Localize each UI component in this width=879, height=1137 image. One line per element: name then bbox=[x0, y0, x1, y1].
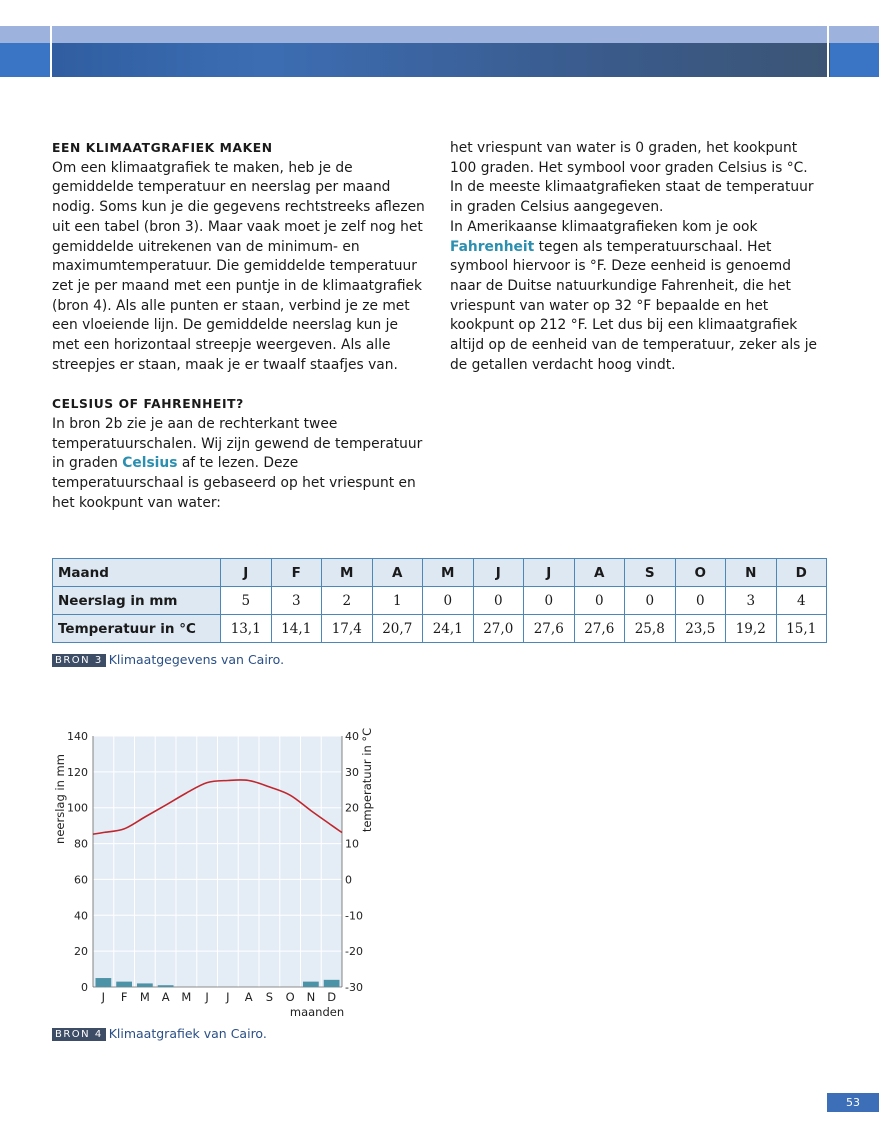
heading-celsius: CELSIUS OF FAHRENHEIT? bbox=[52, 397, 244, 412]
right-axis-tick-label: -20 bbox=[345, 945, 363, 959]
table-row-temperatuur bbox=[53, 615, 827, 643]
table-cell: 0 bbox=[574, 587, 625, 615]
table-cell: 17,4 bbox=[322, 615, 373, 643]
left-axis-tick-label: 60 bbox=[74, 873, 88, 887]
table-month: M bbox=[423, 559, 474, 587]
table-cell: 27,6 bbox=[574, 615, 625, 643]
caption-tag: BRON 3 bbox=[52, 654, 106, 667]
table-month: J bbox=[473, 559, 524, 587]
left-axis-tick-label: 40 bbox=[74, 909, 88, 923]
table-month: D bbox=[776, 559, 827, 587]
right-axis-tick-label: 10 bbox=[345, 837, 359, 851]
right-text-column bbox=[450, 139, 820, 375]
table-cell: 27,6 bbox=[524, 615, 575, 643]
header-band-right-block bbox=[830, 43, 879, 77]
right-axis-tick-label: 40 bbox=[345, 730, 359, 743]
x-axis-tick-label: J bbox=[205, 990, 209, 1004]
table-header-row bbox=[53, 559, 827, 587]
table-cell: 20,7 bbox=[372, 615, 423, 643]
header-divider-left bbox=[50, 26, 52, 77]
climate-chart bbox=[40, 722, 374, 1022]
x-axis-tick-label: A bbox=[161, 990, 170, 1004]
table-month: N bbox=[726, 559, 777, 587]
table-cell: 13,1 bbox=[221, 615, 272, 643]
x-axis-tick-label: O bbox=[285, 990, 295, 1004]
table-cell: 0 bbox=[524, 587, 575, 615]
table-month: A bbox=[372, 559, 423, 587]
left-axis-tick-label: 120 bbox=[67, 765, 88, 779]
climate-table bbox=[52, 558, 827, 643]
x-axis-tick-label: N bbox=[306, 990, 316, 1004]
caption-text: Klimaatgrafiek van Cairo. bbox=[108, 1026, 267, 1041]
table-row-label: Temperatuur in °C bbox=[53, 615, 221, 643]
left-text-column bbox=[52, 139, 427, 513]
table-month: O bbox=[675, 559, 726, 587]
caption-tag: BRON 4 bbox=[52, 1028, 106, 1041]
table-month: F bbox=[271, 559, 322, 587]
table-cell: 3 bbox=[271, 587, 322, 615]
left-axis-tick-label: 20 bbox=[74, 945, 88, 959]
right-axis-tick-label: 30 bbox=[345, 765, 359, 779]
header-band-light bbox=[0, 26, 879, 43]
table-month: J bbox=[524, 559, 575, 587]
precipitation-bar bbox=[137, 983, 153, 987]
x-axis-tick-label: A bbox=[244, 990, 253, 1004]
left-axis-tick-label: 140 bbox=[67, 730, 88, 743]
right-axis-tick-label: 20 bbox=[345, 801, 359, 815]
x-axis-tick-label: M bbox=[139, 990, 150, 1004]
precipitation-bar bbox=[303, 982, 319, 987]
table-month: S bbox=[625, 559, 676, 587]
precipitation-bar bbox=[324, 980, 340, 987]
table-cell: 3 bbox=[726, 587, 777, 615]
left-axis-tick-label: 80 bbox=[74, 837, 88, 851]
precipitation-bar bbox=[96, 978, 112, 987]
x-axis-label: maanden bbox=[289, 1005, 345, 1019]
paragraph-fahrenheit: In Amerikaanse klimaatgrafieken kom je ook Fahrenheit tegen als temperatuurschaal. Het symbool hiervoor is °F. Deze eenheid is genoemd naar de Duitse natuurkundige Fahrenheit, die het vriespunt van water op 32 °F bepaalde en het kookpunt op 212 °F. Let dus bij een klimaatgrafiek altijd op de eenheid van de temperatuur, zeker als je de getallen verdacht hoog vindt. bbox=[450, 218, 818, 373]
table-cell: 4 bbox=[776, 587, 827, 615]
x-axis-tick-label: J bbox=[101, 990, 106, 1004]
caption-bron3 bbox=[52, 652, 284, 667]
x-axis-tick-label: F bbox=[120, 990, 128, 1004]
right-axis-tick-label: -10 bbox=[345, 909, 363, 923]
heading-klimaatgrafiek: EEN KLIMAATGRAFIEK MAKEN bbox=[52, 141, 273, 155]
table-cell: 1 bbox=[372, 587, 423, 615]
table-cell: 0 bbox=[625, 587, 676, 615]
table-cell: 23,5 bbox=[675, 615, 726, 643]
header-band-dark bbox=[0, 43, 879, 77]
table-row-neerslag bbox=[53, 587, 827, 615]
right-axis-tick-label: 0 bbox=[345, 873, 352, 887]
page-number: 53 bbox=[827, 1093, 879, 1112]
left-axis-tick-label: 0 bbox=[81, 981, 88, 994]
table-cell: 0 bbox=[423, 587, 474, 615]
x-axis-tick-label: M bbox=[181, 990, 192, 1004]
paragraph-vriespunt: het vriespunt van water is 0 graden, het kookpunt 100 graden. Het symbool voor graden Celsius is °C. In de meeste klimaatgrafieken staat de temperatuur in graden Celsius aangegeven. bbox=[450, 140, 814, 216]
table-cell: 5 bbox=[221, 587, 272, 615]
table-cell: 25,8 bbox=[625, 615, 676, 643]
left-axis-tick-label: 100 bbox=[67, 801, 88, 815]
caption-bron4 bbox=[52, 1026, 267, 1041]
precipitation-bar bbox=[116, 982, 132, 987]
x-axis-tick-label: S bbox=[265, 990, 274, 1004]
left-axis-label: neerslag in mm bbox=[53, 754, 67, 844]
precipitation-bar bbox=[158, 985, 174, 987]
header-band-left-block bbox=[0, 43, 50, 77]
x-axis-tick-label: J bbox=[226, 990, 230, 1004]
table-cell: 24,1 bbox=[423, 615, 474, 643]
table-cell: 14,1 bbox=[271, 615, 322, 643]
table-month: A bbox=[574, 559, 625, 587]
table-month: M bbox=[322, 559, 373, 587]
term-celsius: Celsius bbox=[122, 455, 178, 472]
header-divider-right bbox=[827, 26, 829, 77]
table-header-label: Maand bbox=[53, 559, 221, 587]
table-cell: 2 bbox=[322, 587, 373, 615]
table-cell: 27,0 bbox=[473, 615, 524, 643]
x-axis-tick-label: D bbox=[327, 990, 337, 1004]
table-cell: 0 bbox=[675, 587, 726, 615]
term-fahrenheit: Fahrenheit bbox=[450, 238, 535, 255]
table-cell: 0 bbox=[473, 587, 524, 615]
paragraph-klimaatgrafiek: Om een klimaatgrafiek te maken, heb je de gemiddelde temperatuur en neerslag per maand nodig. Soms kun je die gegevens rechtstreeks aflezen uit een tabel (bron 3). Maar vaak moet je zelf nog het gemiddelde uitrekenen van de minimum- en maximumtemperatuur. Die gemiddelde temperatuur zet je per maand met een puntje in de klimaatgrafiek (bron 4). Als alle punten er staan, verbind je ze met een vloeiende lijn. De gemiddelde neerslag kun je met een horizontaal streepje weergeven. Als alle streepjes er staan, maak je er twaalf staafjes van. bbox=[52, 159, 425, 373]
right-axis-label: temperatuur in °C bbox=[360, 727, 374, 833]
table-cell: 15,1 bbox=[776, 615, 827, 643]
table-month: J bbox=[221, 559, 272, 587]
paragraph-celsius: In bron 2b zie je aan de rechterkant twee temperatuurschalen. Wij zijn gewend de temperatuur in graden Celsius af te lezen. Deze temperatuurschaal is gebaseerd op het vriespunt en het kookpunt van water: bbox=[52, 415, 423, 511]
caption-text: Klimaatgegevens van Cairo. bbox=[108, 652, 285, 667]
right-axis-tick-label: -30 bbox=[345, 981, 363, 994]
table-cell: 19,2 bbox=[726, 615, 777, 643]
table-row-label: Neerslag in mm bbox=[53, 587, 221, 615]
